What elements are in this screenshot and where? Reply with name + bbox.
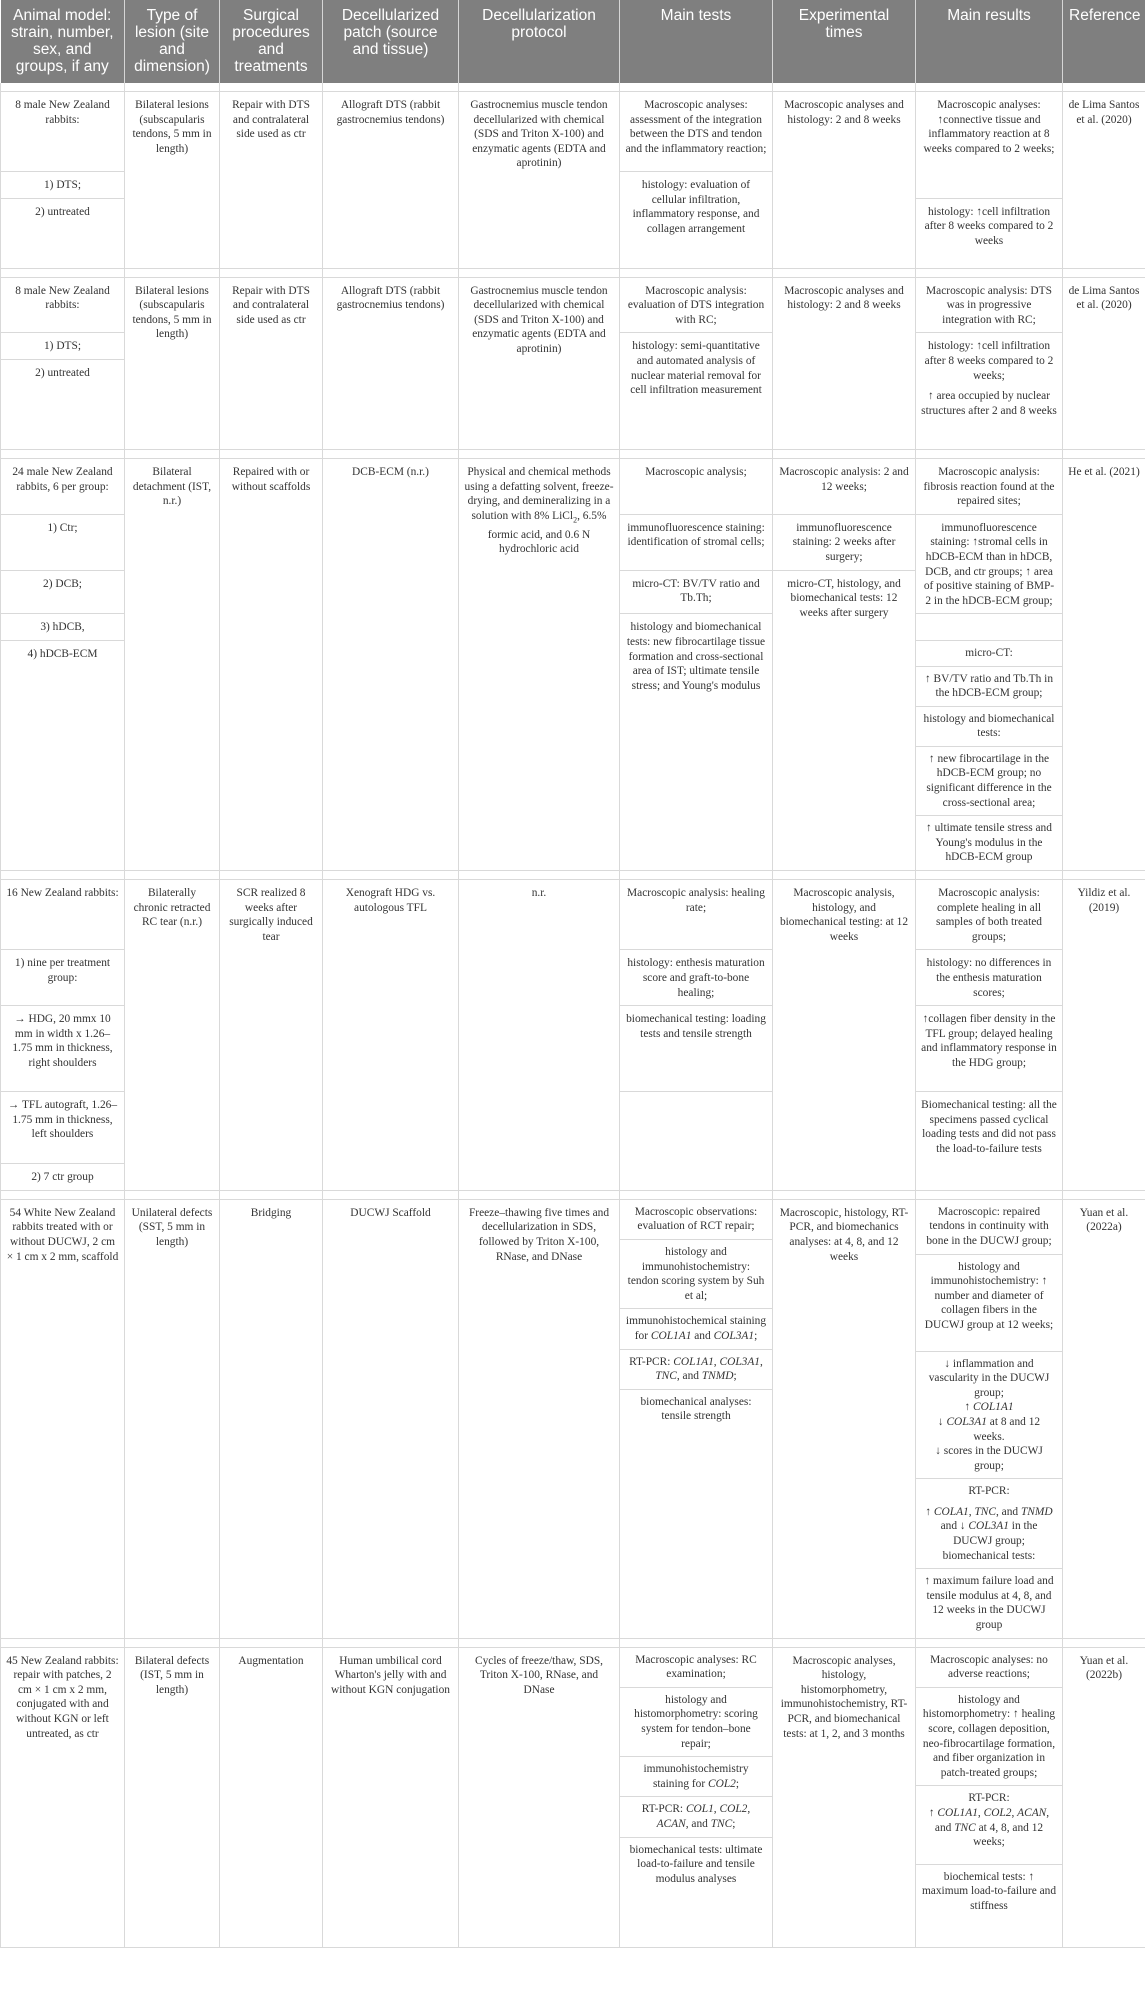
test-line <box>620 1309 772 1349</box>
test-line <box>620 1757 772 1797</box>
table-row <box>1 880 1145 950</box>
cell-reference: Yildiz et al. (2019) <box>1063 880 1145 1191</box>
result-line: histology and histomorphometry: ↑ healing score, collagen deposition, neo-fibrocartilage formation, and fiber organization in patch-treated groups; <box>916 1688 1062 1787</box>
cell-protocol: Gastrocnemius muscle tendon decellularized with chemical (SDS and Triton X-100) and enzymatic agents (EDTA and aprotinin) <box>459 92 620 269</box>
gene: TNMD <box>701 1370 734 1383</box>
cell-test: histology and biomechanical tests: new fibrocartilage tissue formation and cross-sectional area of IST; ultimate tensile stress; and Young's modulus <box>620 614 773 871</box>
cell-test: micro-CT: BV/TV ratio and Tb.Th; <box>620 570 773 614</box>
cell-lesion: Bilateral defects (IST, 5 mm in length) <box>125 1647 220 1947</box>
result-line: histology: ↑cell infiltration after 8 weeks compared to 2 weeks; <box>924 340 1054 382</box>
cell-lesion: Bilateral lesions (subscapularis tendons, 5 mm in length) <box>125 92 220 269</box>
test-line: histology and histomorphometry: scoring system for tendon–bone repair; <box>620 1688 772 1757</box>
cell-test: Macroscopic analysis; <box>620 458 773 514</box>
result-line: ↑ ultimate tensile stress and Young's modulus in the hDCB-ECM group <box>926 822 1052 864</box>
cell-test: histology: semi-quantitative and automated analysis of nuclear material removal for cell infiltration measurement <box>620 333 773 450</box>
test-line: Macroscopic analyses: RC examination; <box>620 1648 772 1688</box>
cell-result: ↑collagen fiber density in the TFL group; delayed healing and inflammatory response in the HDG group; <box>916 1006 1063 1092</box>
text: ↑ <box>925 1505 934 1518</box>
table-row <box>1 458 1145 514</box>
cell-result <box>916 333 1063 450</box>
table-row <box>1 1199 1145 1638</box>
cell-animal: 16 New Zealand rabbits: <box>1 880 125 950</box>
cell-times: Macroscopic analyses and histology: 2 and 8 weeks <box>773 277 916 449</box>
text: ↓ scores in the DUCWJ group; <box>935 1445 1043 1472</box>
cell-times: Macroscopic analyses, histology, histomorphometry, immunohistochemistry, RT-PCR, and biomechanical tests: at 1, 2, and 3 months <box>773 1647 916 1947</box>
cell-patch: Human umbilical cord Wharton's jelly with and without KGN conjugation <box>323 1647 459 1947</box>
cell-reference: Yuan et al. (2022b) <box>1063 1647 1145 1947</box>
result-line: ↑ BV/TV ratio and Tb.Th in the hDCB-ECM group; <box>916 667 1062 707</box>
cell-animal: 1) DTS; <box>1 333 125 360</box>
text: ; <box>754 1329 758 1342</box>
cell-test: Macroscopic analysis: evaluation of DTS integration with RC; <box>620 277 773 333</box>
cell-times: Macroscopic, histology, RT-PCR, and biomechanics analyses: at 4, 8, and 12 weeks <box>773 1199 916 1638</box>
cell-animal: 2) untreated <box>1 198 125 268</box>
gene: COL3A1 <box>719 1355 761 1368</box>
gene: COL1A1 <box>973 1401 1014 1414</box>
cell-times: micro-CT, histology, and biomechanical tests: 12 weeks after surgery <box>773 570 916 871</box>
gene: COL2 <box>708 1777 736 1790</box>
cell-patch: DUCWJ Scaffold <box>323 1199 459 1638</box>
cell-times: Macroscopic analyses and histology: 2 and 8 weeks <box>773 92 916 269</box>
text: RT-PCR: <box>641 1803 686 1816</box>
text <box>921 1400 1057 1415</box>
cell-result: Macroscopic analysis: complete healing in all samples of both treated groups; <box>916 880 1063 950</box>
cell-animal: 2) 7 ctr group <box>1 1164 125 1191</box>
header-lesion: Type of lesion (site and dimension) <box>125 0 220 83</box>
header-times: Experimental times <box>773 0 916 83</box>
header-tests: Main tests <box>620 0 773 83</box>
text: , <box>747 1803 751 1816</box>
text: ↓ inflammation and vascularity in the DUCWJ group; <box>928 1357 1050 1399</box>
cell-animal: 4) hDCB-ECM <box>1 640 125 870</box>
cell-protocol: Freeze–thawing five times and decellularization in SDS, followed by Triton X-100, RNase, and DNase <box>459 1199 620 1638</box>
cell-animal: 54 White New Zealand rabbits treated with or without DUCWJ, 2 cm × 1 cm x 2 mm, scaffold <box>1 1199 125 1638</box>
cell-result: Macroscopic analysis: DTS was in progressive integration with RC; <box>916 277 1063 333</box>
text: immunohistochemistry staining for <box>643 1763 749 1790</box>
gene: TNC <box>954 1821 976 1834</box>
table-row <box>1 1647 1145 1947</box>
gene: TNC <box>974 1505 996 1518</box>
cell-animal: → HDG, 20 mmx 10 mm in width x 1.26–1.75 mm in thickness, right shoulders <box>1 1006 125 1092</box>
text <box>921 1415 1057 1444</box>
cell-protocol <box>459 458 620 870</box>
protocol-text: , 6.5% formic acid, and 0.6 N hydrochloric acid <box>487 509 607 556</box>
text: , <box>977 1806 984 1819</box>
cell-animal: 1) Ctr; <box>1 514 125 570</box>
cell-lesion: Bilateral detachment (IST, n.r.) <box>125 458 220 870</box>
text <box>921 1505 1057 1563</box>
text: , <box>713 1355 720 1368</box>
header-row <box>1 0 1145 83</box>
cell-results <box>916 1647 1063 1947</box>
cell-protocol: Gastrocnemius muscle tendon decellularized with chemical (SDS and Triton X-100) and enzymatic agents (EDTA and aprotinin) <box>459 277 620 449</box>
cell-test: Macroscopic analyses: assessment of the integration between the DTS and tendon and the inflammatory reaction; <box>620 92 773 172</box>
cell-surgery: Bridging <box>220 1199 323 1638</box>
gene: COLA1 <box>933 1505 969 1518</box>
text: RT-PCR: <box>968 1485 1010 1498</box>
cell-animal: 2) untreated <box>1 359 125 449</box>
text: , and <box>934 1806 1050 1834</box>
text: ↑ <box>928 1806 938 1819</box>
cell-animal: 3) hDCB, <box>1 614 125 641</box>
result-line <box>916 1786 1062 1864</box>
cell-tests <box>620 1199 773 1638</box>
text: , <box>760 1355 763 1368</box>
cell-lesion: Unilateral defects (SST, 5 mm in length) <box>125 1199 220 1638</box>
result-line: histology and immunohistochemistry: ↑ number and diameter of collagen fibers in the DUCWJ group at 12 weeks; <box>916 1255 1062 1352</box>
result-line: histology and biomechanical tests: <box>916 707 1062 747</box>
cell-result: Biomechanical testing: all the specimens passed cyclical loading tests and did not pass the load-to-failure tests <box>916 1092 1063 1191</box>
gene: COL1 <box>685 1803 714 1816</box>
cell-animal: → TFL autograft, 1.26–1.75 mm in thickness, left shoulders <box>1 1092 125 1164</box>
gene: ACAN <box>656 1817 686 1830</box>
gene: COL2 <box>719 1803 748 1816</box>
result-line: micro-CT: <box>916 641 1062 667</box>
cell-tests <box>620 1647 773 1947</box>
text: ; <box>733 1370 737 1383</box>
cell-result <box>916 640 1063 870</box>
cell-reference: de Lima Santos et al. (2020) <box>1063 92 1145 269</box>
cell-animal: 45 New Zealand rabbits: repair with patches, 2 cm × 1 cm x 2 mm, conjugated with and without KGN or left untreated, as ctr <box>1 1647 125 1947</box>
cell-times: immunofluorescence staining: 2 weeks after surgery; <box>773 514 916 570</box>
text: ; <box>735 1777 740 1790</box>
cell-surgery: Repaired with or without scaffolds <box>220 458 323 870</box>
result-line: Macroscopic: repaired tendons in continuity with bone in the DUCWJ group; <box>916 1200 1062 1255</box>
result-line: biochemical tests: ↑ maximum load-to-failure and stiffness <box>921 1870 1057 1912</box>
cell-protocol: n.r. <box>459 880 620 1191</box>
cell-patch: DCB-ECM (n.r.) <box>323 458 459 870</box>
result-line <box>916 1352 1062 1480</box>
cell-result: Macroscopic analyses: ↑connective tissue and inflammatory reaction at 8 weeks compared to 2 weeks; <box>916 92 1063 199</box>
gene: TNC <box>710 1817 733 1830</box>
gene: TNC <box>655 1370 677 1383</box>
cell-patch: Allograft DTS (rabbit gastrocnemius tendons) <box>323 277 459 449</box>
gene: ACAN <box>1017 1806 1047 1819</box>
protocol-text: Physical and chemical methods using a defatting solvent, freeze-drying, and demineralizing in a solution with 8% LiCl <box>464 465 614 522</box>
text: , <box>713 1803 720 1816</box>
gene: COL3A1 <box>946 1415 987 1428</box>
cell-protocol: Cycles of freeze/thaw, SDS, Triton X-100, RNase, and DNase <box>459 1647 620 1947</box>
cell-results <box>916 1199 1063 1638</box>
cell-result: immunofluorescence staining: ↑stromal cells in hDCB-ECM than in hDCB, DCB, and ctr groups; ↑ area of positive staining of BMP-2 in the hDCB-ECM group; <box>916 514 1063 614</box>
cell-lesion: Bilateral lesions (subscapularis tendons, 5 mm in length) <box>125 277 220 449</box>
cell-surgery: Repair with DTS and contralateral side used as ctr <box>220 277 323 449</box>
header-results: Main results <box>916 0 1063 83</box>
cell-surgery: Repair with DTS and contralateral side used as ctr <box>220 92 323 269</box>
table-row <box>1 277 1145 333</box>
result-line: ↑ new fibrocartilage in the hDCB-ECM group; no significant difference in the cross-sectional area; <box>916 747 1062 816</box>
cell-animal: 8 male New Zealand rabbits: <box>1 277 125 333</box>
text: , and <box>685 1817 711 1830</box>
gene: COL1A1 <box>673 1355 714 1368</box>
gene: COL3A1 <box>968 1520 1009 1533</box>
cell-patch: Allograft DTS (rabbit gastrocnemius tendons) <box>323 92 459 269</box>
gene: COL1A1 <box>937 1806 978 1819</box>
cell-reference: He et al. (2021) <box>1063 458 1145 870</box>
cell-surgery: Augmentation <box>220 1647 323 1947</box>
test-line: biomechanical analyses: tensile strength <box>640 1395 752 1423</box>
cell-reference: de Lima Santos et al. (2020) <box>1063 277 1145 449</box>
cell-test: histology: evaluation of cellular infiltration, inflammatory response, and collagen arrangement <box>620 172 773 269</box>
cell-test: Macroscopic analysis: healing rate; <box>620 880 773 950</box>
text <box>921 1806 1057 1850</box>
cell-result: Macroscopic analysis: fibrosis reaction found at the repaired sites; <box>916 458 1063 514</box>
result-line: ↑ maximum failure load and tensile modulus at 4, 8, and 12 weeks in the DUCWJ group <box>924 1575 1054 1632</box>
cell-result: histology: ↑cell infiltration after 8 weeks compared to 2 weeks <box>916 198 1063 268</box>
result-line: ↑ area occupied by nuclear structures after 2 and 8 weeks <box>921 390 1057 417</box>
test-line <box>620 1350 772 1390</box>
text: , <box>1011 1806 1018 1819</box>
cell-times: Macroscopic analysis: 2 and 12 weeks; <box>773 458 916 514</box>
result-line: Macroscopic analyses: no adverse reactions; <box>916 1648 1062 1688</box>
table-row <box>1 92 1145 172</box>
test-line: biomechanical tests: ultimate load-to-failure and tensile modulus analyses <box>629 1843 763 1885</box>
cell-animal: 8 male New Zealand rabbits: <box>1 92 125 172</box>
text: ; <box>732 1817 736 1830</box>
header-animal: Animal model: strain, number, sex, and groups, if any <box>1 0 125 83</box>
text: , and <box>676 1370 702 1383</box>
test-line <box>620 1797 772 1837</box>
cell-result: histology: no differences in the enthesis maturation scores; <box>916 950 1063 1006</box>
cell-test: immunofluorescence staining: identification of stromal cells; <box>620 514 773 570</box>
cell-animal: 24 male New Zealand rabbits, 6 per group: <box>1 458 125 514</box>
test-line: histology and immunohistochemistry: tendon scoring system by Suh et al; <box>620 1240 772 1309</box>
gene: COL3A1 <box>713 1329 755 1342</box>
header-surgery: Surgical procedures and treatments <box>220 0 323 83</box>
header-patch: Decellularized patch (source and tissue) <box>323 0 459 83</box>
cell-test: biomechanical testing: loading tests and tensile strength <box>620 1006 773 1092</box>
cell-animal: 1) nine per treatment group: <box>1 950 125 1006</box>
cell-test <box>620 1092 773 1191</box>
cell-surgery: SCR realized 8 weeks after surgically induced tear <box>220 880 323 1191</box>
cell-patch: Xenograft HDG vs. autologous TFL <box>323 880 459 1191</box>
cell-test: histology: enthesis maturation score and graft-to-bone healing; <box>620 950 773 1006</box>
text: in the DUCWJ group; biomechanical tests: <box>942 1520 1038 1562</box>
text: ↑ <box>964 1401 974 1414</box>
cell-animal: 1) DTS; <box>1 172 125 199</box>
gene: COL1A1 <box>650 1329 692 1342</box>
header-reference: Reference <box>1063 0 1145 83</box>
cell-reference: Yuan et al. (2022a) <box>1063 1199 1145 1638</box>
text: , <box>968 1505 975 1518</box>
protocol-subscript: 2 <box>573 515 578 525</box>
text: RT-PCR: <box>629 1355 674 1368</box>
cell-lesion: Bilaterally chronic retracted RC tear (n.r.) <box>125 880 220 1191</box>
text: at 4, 8, and 12 weeks; <box>973 1821 1044 1849</box>
text: and ↓ <box>940 1520 969 1533</box>
text: RT-PCR: <box>968 1792 1010 1805</box>
text: at 8 and 12 weeks. <box>973 1415 1041 1443</box>
cell-animal: 2) DCB; <box>1 570 125 614</box>
test-line: Macroscopic observations: evaluation of RCT repair; <box>620 1200 772 1240</box>
text: , and <box>995 1505 1021 1518</box>
gene: TNMD <box>1020 1505 1053 1518</box>
text: immunohistochemical staining for <box>625 1315 767 1342</box>
text: and <box>691 1329 714 1342</box>
text: ↓ <box>937 1415 947 1428</box>
result-line <box>916 1479 1062 1569</box>
header-protocol: Decellularization protocol <box>459 0 620 83</box>
cell-times: Macroscopic analysis, histology, and biomechanical testing: at 12 weeks <box>773 880 916 1191</box>
gene: COL2 <box>983 1806 1012 1819</box>
